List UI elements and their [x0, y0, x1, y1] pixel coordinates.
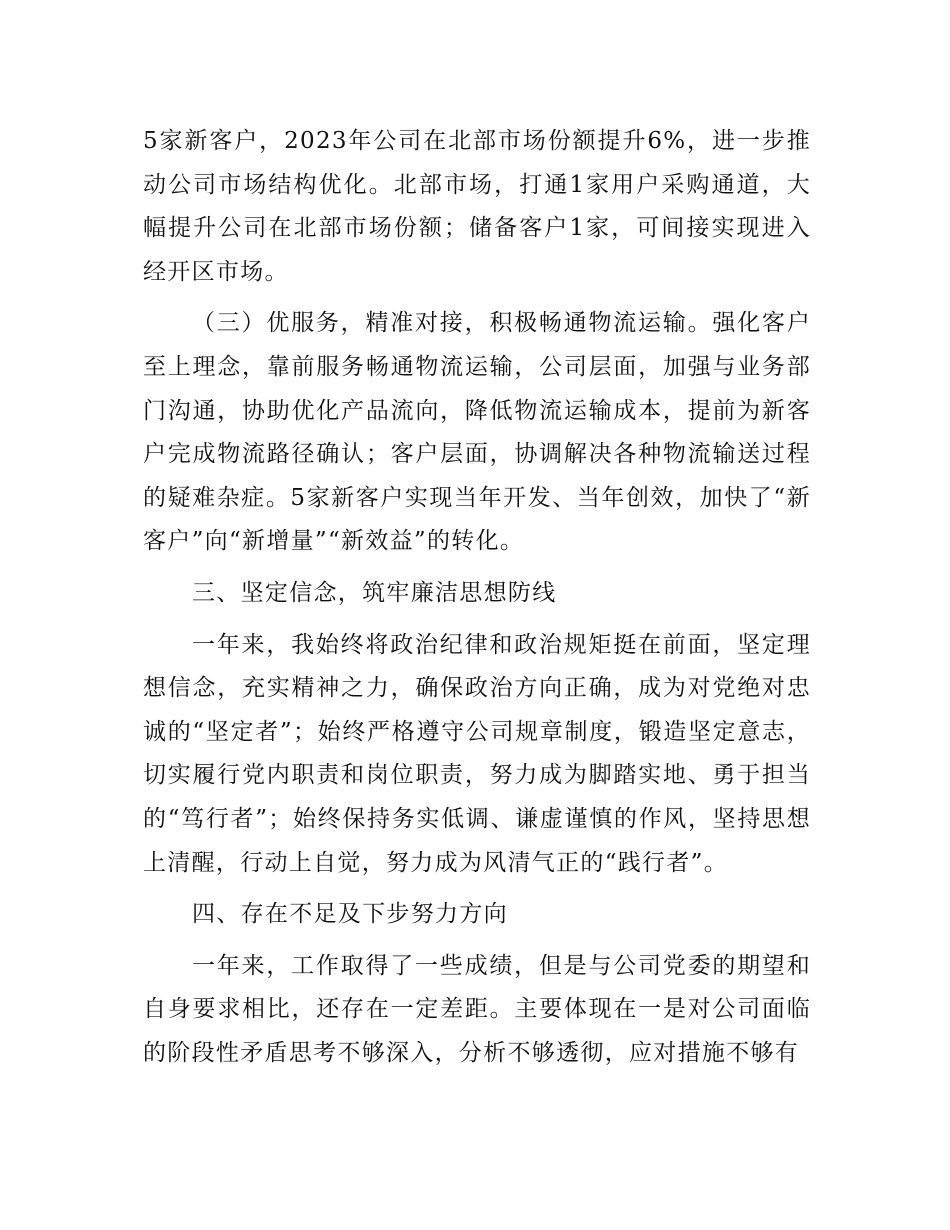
section-heading-shortcomings: 四、存在不足及下步努力方向 [192, 901, 508, 928]
paragraph-market-share: 5家新客户，2023年公司在北部市场份额提升6%，进一步推动公司市场结构优化。北部市场，打通1家用户采购通道，大幅提升公司在北部市场份额；储备客户1家，可间接实现进入经开区市场。 [143, 128, 811, 285]
paragraph-political-discipline: 一年来，我始终将政治纪律和政治规矩挺在前面，坚定理想信念，充实精神之力，确保政治方向正确，成为对党绝对忠诚的“坚定者”；始终严格遵守公司规章制度，锻造坚定意志，切实履行党内职责和岗位职责，努力成为脚踏实地、勇于担当的“笃行者”；始终保持务实低调、谦虚谨慎的作风，坚持思想上清醒，行动上自觉，努力成为风清气正的“践行者”。 [143, 631, 811, 876]
section-heading-integrity: 三、坚定信念，筑牢廉洁思想防线 [192, 579, 557, 606]
paragraph-shortcomings: 一年来，工作取得了一些成绩，但是与公司党委的期望和自身要求相比，还存在一定差距。主要体现在一是对公司面临的阶段性矛盾思考不够深入，分析不够透彻，应对措施不够有 [143, 952, 811, 1066]
document-body [143, 120, 811, 1075]
paragraph-logistics-service: （三）优服务，精准对接，积极畅通物流运输。强化客户至上理念，靠前服务畅通物流运输，公司层面，加强与业务部门沟通，协助优化产品流向，降低物流运输成本，提前为新客户完成物流路径确认；客户层面，协调解决各种物流输送过程的疑难杂症。5家新客户实现当年开发、当年创效，加快了“新客户”向“新增量”“新效益”的转化。 [143, 310, 811, 555]
